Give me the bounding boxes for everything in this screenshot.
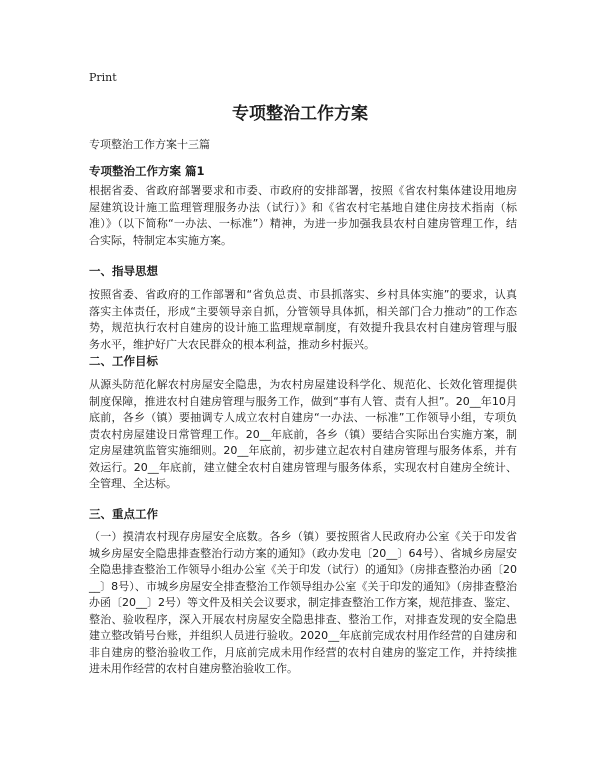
section-body-key-work: （一）摸清农村现存房屋安全底数。各乡（镇）要按照省人民政府办公室《关于印发省城乡房屋安全隐患排查整治行动方案的通知》（政办发电〔20__〕64号）、省城乡房屋安全隐患排查整治工作领导小组办公室《关于印发（试行）的通知》（房排查整治办函〔20__〕8号）、市城乡房屋安全排查整治工作领导组办公室《关于印发的通知》（房排查整治办函〔20__〕2号）等文件及相关会议要求，制定排查整治工作方案，规范排查、鉴定、整治、验收程序，深入开展农村房屋安全隐患排查、整治工作，对排查发现的安全隐患建立整改销号台账，并组织人员进行验收。2020__年底前完成农村用作经营的自建房和非自建房的整治验收工作，月底前完成未用作经营的农村自建房的鉴定工作，并持续推进未用作经营的农村自建房整治验收工作。 — [89, 530, 517, 675]
section-body-work-goals: 从源头防范化解农村房屋安全隐患，为农村房屋建设科学化、规范化、长效化管理提供制度保障，推进农村自建房管理与服务工作，做到“事有人管、责有人担”。20__年10月底前，各乡（镇）要抽调专人成立农村自建房“一办法、一标准”工作领导小组，专项负责农村房屋建设日常管理工作。20__年底前，各乡（镇）要结合实际出台实施方案，制定房屋建筑监管实施细则。20__年底前，初步建立起农村自建房管理与服务体系，并有效运行。20__年底前，建立健全农村自建房管理与服务体系，实现农村自建房全统计、全管理、全达标。 — [89, 378, 517, 490]
page-title: 专项整治工作方案 — [232, 104, 368, 124]
print-link[interactable]: Print — [89, 71, 117, 84]
section-heading-work-goals: 二、工作目标 — [89, 354, 158, 368]
intro-paragraph: 根据省委、省政府部署要求和市委、市政府的安排部署，按照《省农村集体建设用地房屋建筑设计施工监理管理服务办法（试行）》和《省农村宅基地自建住房技术指南（标准）》（以下简称“一办法、一标准”）精神，为进一步加强我县农村自建房管理工作，结合实际，特制定本实施方案。 — [89, 184, 517, 247]
article-title: 专项整治工作方案 篇1 — [89, 164, 205, 178]
section-heading-key-work: 三、重点工作 — [89, 507, 158, 521]
section-heading-guiding-ideology: 一、指导思想 — [89, 264, 158, 278]
document-subtitle: 专项整治工作方案十三篇 — [89, 138, 210, 151]
section-body-guiding-ideology: 按照省委、省政府的工作部署和“省负总责、市县抓落实、乡村具体实施”的要求，认真落实主体责任，形成“主要领导亲自抓，分管领导具体抓，相关部门合力推动”的工作态势，规范执行农村自建房的设计施工监理规章制度，有效提升我县农村自建房管理与服务水平，维护好广大农民群众的根本利益，推动乡村振兴。 — [89, 288, 517, 351]
